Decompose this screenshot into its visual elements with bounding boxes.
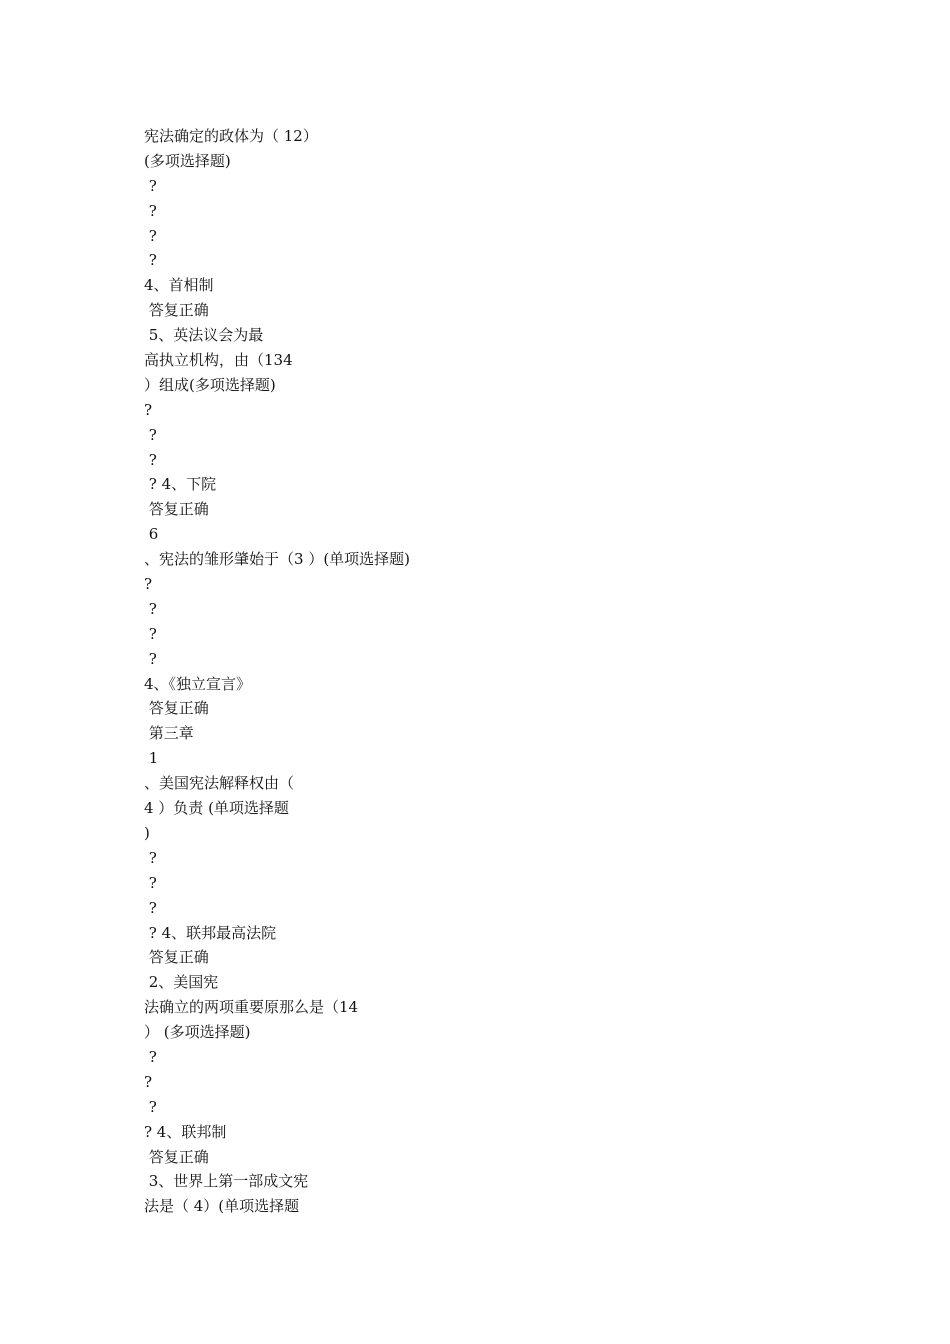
text-line: ?	[144, 251, 157, 270]
text-line: ?	[144, 226, 157, 245]
text-line: 1	[144, 749, 159, 768]
text-line: 高执立机构，由（134	[144, 351, 293, 370]
text-line: 2、美国宪	[144, 973, 219, 992]
text-line: ?	[144, 599, 157, 618]
text-line: 答复正确	[144, 948, 209, 967]
text-line: 4、首相制	[144, 276, 214, 295]
text-line: ?	[144, 201, 157, 220]
text-line: ）组成(多项选择题)	[144, 375, 276, 394]
text-line: 4、《独立宣言》	[144, 674, 252, 693]
text-line: ?	[144, 873, 157, 892]
text-line: 法是（ 4）(单项选择题	[144, 1197, 300, 1216]
text-line: ?	[144, 1072, 153, 1091]
text-line: (多项选择题)	[144, 151, 231, 170]
text-line: 、宪法的雏形肇始于（3 ）(单项选择题)	[144, 550, 411, 569]
text-line: ?	[144, 1047, 157, 1066]
text-line: ?	[144, 176, 157, 195]
text-line: ?	[144, 425, 157, 444]
text-line: ? 4、下院	[144, 475, 217, 494]
text-line: ?	[144, 848, 157, 867]
text-line: 、美国宪法解释权由（	[144, 774, 295, 793]
text-line: ） (多项选择题)	[144, 1023, 251, 1042]
text-line: ?	[144, 575, 153, 594]
text-line: 3、世界上第一部成文宪	[144, 1172, 309, 1191]
document-body	[144, 124, 804, 1219]
text-line: 5、英法议会为最	[144, 326, 264, 345]
text-line: 答复正确	[144, 301, 209, 320]
text-line: ?	[144, 1097, 157, 1116]
text-line: 6	[144, 525, 159, 544]
text-line: ?	[144, 649, 157, 668]
text-line: 4 ）负责 (单项选择题	[144, 799, 289, 818]
text-line: ?	[144, 898, 157, 917]
text-line: ? 4、联邦制	[144, 1122, 227, 1141]
text-line: )	[144, 823, 150, 842]
text-line: ?	[144, 624, 157, 643]
text-line: 答复正确	[144, 1147, 209, 1166]
text-line: ? 4、联邦最高法院	[144, 923, 277, 942]
text-line: 法确立的两项重要原那么是（14	[144, 998, 359, 1017]
text-line: 第三章	[144, 724, 194, 743]
text-line: 答复正确	[144, 500, 209, 519]
text-line: ?	[144, 400, 153, 419]
text-line: 宪法确定的政体为（ 12）	[144, 127, 318, 145]
text-line: 答复正确	[144, 699, 209, 718]
text-line: ?	[144, 450, 157, 469]
